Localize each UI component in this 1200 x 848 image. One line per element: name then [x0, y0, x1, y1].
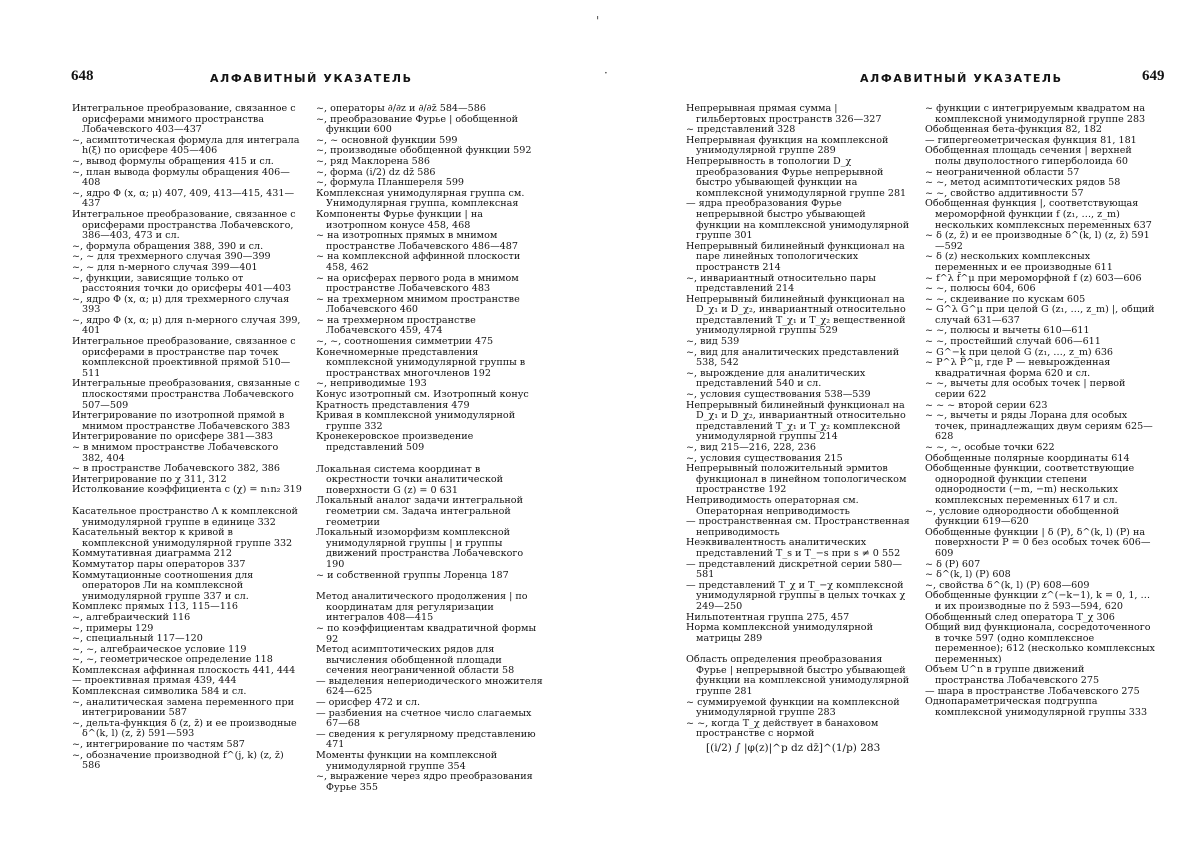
page-number: 648: [71, 68, 94, 84]
index-entry: ~, ~, геометрическое определение 118: [72, 654, 273, 666]
index-entry: — пространственная см. Пространственная неприводимость: [686, 516, 910, 538]
index-entry: ~ G^λ Ḡ^μ при целой G (z₁, …, z_m) |, общий случай 631—637: [925, 304, 1155, 326]
running-header: АЛФАВИТНЫЙ УКАЗАТЕЛЬ: [860, 72, 1063, 85]
index-entry: ~, аналитическая замена переменного при интегрировании 587: [72, 696, 295, 719]
index-entry: ~, свойства δ^(k, l) (P) 608—609: [925, 579, 1090, 591]
index-entry: Локальный аналог задачи интегральной геометрии см. Задача интегральной геометрии: [316, 495, 523, 528]
index-entry: ~, алгебраический 116: [72, 611, 191, 623]
index-entry: ~ δ (z) нескольких комплексных переменных и ее производные 611: [925, 251, 1113, 273]
index-entry: ~ неограниченной области 57: [925, 166, 1080, 178]
index-entry: — представлений T_χ и T_−χ комплексной унимодулярной группы в целых точках χ 249—250: [686, 579, 906, 612]
index-entry: ~, функции, зависящие только от расстояния точки до орисферы 401—403: [72, 272, 292, 295]
section-gap: [316, 454, 544, 465]
index-entry: ~ на трехмерном мнимом пространстве Лобачевского 460: [316, 293, 520, 316]
index-entry: Истолкование коэффициента c (χ) = n₁n₂ 319: [72, 484, 302, 496]
index-entry: ~ на орисферах первого рода в мнимом пространстве Лобачевского 483: [316, 272, 519, 295]
index-entry: Коммутатор пары операторов 337: [72, 558, 246, 570]
index-entry: — разбиения на счетное число слагаемых 67—68: [316, 707, 532, 730]
index-entry: ~, примеры 129: [72, 622, 154, 634]
index-entry: ~, интегрирование по частям 587: [72, 739, 245, 751]
index-entry: Неприводимость операторная см. Операторная неприводимость: [686, 494, 859, 517]
index-entry: Непрерывный билинейный функционал на D_χ₁ и D_χ₂, инвариантный относительно представлений T_χ₁ и T_χ₂ вещественной унимодулярной группы 529: [686, 293, 906, 337]
index-entry: Интегрирование по орисфере 381—383: [72, 431, 274, 443]
page-number: 649: [1142, 68, 1165, 84]
index-entry: Обобщенная функция |, соответствующая мероморфной функции f (z₁, …, z_m) нескольких комплексных переменных 637: [925, 198, 1152, 231]
index-entry: ~, вывод формулы обращения 415 и сл.: [72, 155, 274, 167]
index-entry: Непрерывная функция на комплексной унимодулярной группе 289: [686, 134, 889, 157]
index-entry: Метод асимптотических рядов для вычисления обобщенной площади сечения неограниченной области 58: [316, 644, 515, 677]
index-entry: Локальный изоморфизм комплексной унимодулярной группы | и группы движений пространства Лобачевского 190: [316, 527, 524, 570]
index-column-right: [316, 104, 544, 793]
index-entry: ~, вырождение для аналитических представлений 540 и сл.: [686, 367, 866, 390]
index-entry: — ядра преобразования Фурье непрерывной быстро убывающей функции на комплексной унимодулярной группе 301: [686, 198, 910, 242]
index-entry: ~, обозначение производной f^(j, k) (z, z̄) 586: [72, 749, 284, 772]
index-entry: ~, дельта-функция δ (z, z̄) и ее производные δ^(k, l) (z, z̄) 591—593: [72, 717, 297, 740]
index-entry: ~, формула Планшереля 599: [316, 177, 465, 189]
index-entry: ~, ряд Маклорена 586: [316, 155, 430, 167]
index-entry: Интегральное преобразование, связанное с орисферами мнимого пространства Лобачевского 403—437: [72, 103, 296, 136]
index-entry: ~ δ (P) 607: [925, 558, 981, 570]
index-entry: ~ δ (z, z̄) и ее производные δ^(k, l) (z, z̄) 591—592: [925, 230, 1150, 252]
index-entry: Непрерывная прямая сумма | гильбертовых пространств 326—327: [686, 103, 882, 125]
index-entry: Обобщенные функции z^(−k−1), k = 0, 1, … и их производные по z̄ 593—594, 620: [925, 590, 1151, 612]
index-entry: Кратность представления 479: [316, 399, 470, 411]
index-entry: ~ ~, полюсы 604, 606: [925, 283, 1036, 295]
page-gutter: [598, 0, 599, 848]
index-entry: ~, форма (i/2) dz dz̄ 586: [316, 166, 436, 178]
index-entry: Коммутационные соотношения для операторов Ли на комплексной унимодулярной группе 337 и сл.: [72, 569, 254, 602]
index-entry: Компоненты Фурье функции | на изотропном конусе 458, 468: [316, 208, 483, 231]
index-entry: ~ ~, ~, особые точки 622: [925, 442, 1055, 453]
index-entry: ~ ~, склеивание по кускам 605: [925, 293, 1086, 305]
index-entry: Интегральное преобразование, связанное с орисферами пространства Лобачевского, 386—403, 473 и сл.: [72, 208, 296, 242]
index-entry: Касательный вектор к кривой в комплексной унимодулярной группе 332: [72, 527, 293, 549]
index-entry: ~, ~, алгебраическое условие 119: [72, 643, 247, 655]
index-entry: ~, план вывода формулы обращения 406—408: [72, 166, 290, 189]
index-entry: — сведения к регулярному представлению 471: [316, 728, 536, 751]
index-entry: — шара в пространстве Лобачевского 275: [925, 685, 1140, 697]
index-entry: ~, формула обращения 388, 390 и сл.: [72, 240, 264, 252]
index-entry: Норма комплексной унимодулярной матрицы 289: [686, 622, 873, 644]
running-header: АЛФАВИТНЫЙ УКАЗАТЕЛЬ: [210, 72, 413, 85]
index-entry: ~, вид 539: [686, 336, 740, 348]
index-entry: — проективная прямая 439, 444: [72, 675, 237, 687]
index-entry: ~, ядро Φ (x, α; μ) 407, 409, 413—415, 431—437: [72, 187, 295, 210]
index-entry: Область определения преобразования Фурье | непрерывной быстро убывающей функции на комплексной унимодулярной группе 281: [686, 654, 910, 698]
scan-mark-top: ': [596, 14, 600, 28]
index-entry: ~ ~, полюсы и вычеты 610—611: [925, 325, 1090, 337]
index-entry: ~, операторы ∂/∂z и ∂/∂z̄ 584—586: [316, 103, 486, 114]
index-entry: ~ на изотропных прямых в мнимом пространстве Лобачевского 486—487: [316, 230, 518, 252]
index-entry: Непрерывный билинейный функционал на D_χ₁ и D_χ₂, инвариантный относительно представлений T_χ₁ и T_χ₂ комплексной унимодулярной группы 214: [686, 399, 906, 443]
index-entry: Однопараметрическая подгруппа комплексной унимодулярной группы 333: [925, 696, 1148, 718]
index-entry: Интегрирование по χ 311, 312: [72, 473, 227, 485]
index-entry: ~, выражение через ядро преобразования Фурье 355: [316, 771, 533, 793]
index-entry: ~, асимптотическая формула для интеграла h(ξ) по орисфере 405—406: [72, 134, 300, 157]
index-entry: ~, ядро Φ (x, α; μ) для трехмерного случая 393: [72, 293, 290, 316]
index-entry: ~ ~, метод асимптотических рядов 58: [925, 177, 1121, 189]
index-entry: ~ в пространстве Лобачевского 382, 386: [72, 463, 281, 475]
index-entry: ~ G^−k при целой G (z₁, …, z_m) 636: [925, 346, 1114, 358]
index-entry: Неэквивалентность аналитических представлений T_s и T_−s при s ≠ 0 552: [686, 537, 901, 559]
index-entry: Объем U^n в группе движений пространства Лобачевского 275: [925, 664, 1100, 687]
index-entry: ~ суммируемой функции на комплексной унимодулярной группе 283: [686, 696, 900, 719]
index-entry: Интегральное преобразование, связанное с орисферами в пространстве пар точек комплексной проективной прямой 510—511: [72, 336, 296, 379]
index-entry: Непрерывность в топологии D_χ преобразования Фурье непрерывной быстро убывающей функции на комплексной унимодулярной группе 281: [686, 155, 907, 199]
index-entry: ~, условия существования 538—539: [686, 389, 871, 401]
index-entry: — орисфер 472 и сл.: [316, 697, 421, 709]
index-entry: Обобщенные функции, соответствующие однородной функции степени однородности (−m, −m) нескольких комплексных переменных 617 и сл.: [925, 463, 1135, 506]
index-entry: Конечномерные представления комплексной унимодулярной группы в пространствах многочленов 192: [316, 346, 526, 379]
index-entry: ~ по коэффициентам квадратичной формы 92: [316, 622, 537, 645]
index-entry: ~ ~, простейший случай 606—611: [925, 336, 1101, 348]
index-entry: ~ ~, вычеты для особых точек | первой серии 622: [925, 378, 1126, 401]
index-column-left: [72, 104, 302, 772]
index-entry: ~ ~, вычеты и ряды Лорана для особых точек, принадлежащих двум сериям 625—628: [925, 410, 1153, 443]
index-entry: ~ в мнимом пространстве Лобачевского 382, 404: [72, 442, 279, 464]
index-entry: Непрерывный положительный эрмитов функционал в линейном топологическом пространстве 192: [686, 463, 907, 496]
index-entry: Коммутативная диаграмма 212: [72, 548, 233, 560]
index-entry: — выделения непериодического множителя 624—625: [316, 675, 543, 698]
index-entry: ~, ~ основной функции 599: [316, 134, 458, 146]
index-entry: Моменты функции на комплексной унимодулярной группе 354: [316, 750, 498, 772]
index-entry: Интегрирование по изотропной прямой в мнимом пространстве Лобачевского 383: [72, 410, 291, 432]
index-entry: ~ и собственной группы Лоренца 187: [316, 569, 509, 581]
index-entry: Обобщенные полярные координаты 614: [925, 452, 1130, 464]
index-entry: ~, неприводимые 193: [316, 378, 427, 390]
index-entry: ~, вид для аналитических представлений 538, 542: [686, 346, 900, 369]
index-entry: ~ ~, когда T_χ действует в банаховом пространстве с нормой: [686, 717, 879, 740]
index-entry: Обобщенная площадь сечения | верхней полы двуполостного гиперболоида 60: [925, 145, 1132, 167]
index-entry: ~, преобразование Фурье | обобщенной функции 600: [316, 113, 519, 136]
index-entry: Интегральные преобразования, связанные с плоскостями пространства Лобачевского 507—509: [72, 378, 300, 411]
index-entry: ~ представлений 328: [686, 124, 796, 136]
index-entry: ~, условие однородности обобщенной функции 619—620: [925, 505, 1120, 528]
index-entry: ~ P^λ P̄^μ, где P — невырожденная квадратичная форма 620 и сл.: [925, 357, 1111, 379]
index-entry: Касательное пространство Λ к комплексной унимодулярной группе в единице 332: [72, 505, 298, 528]
index-entry: — представлений дискретной серии 580—581: [686, 558, 902, 581]
index-entry: Кронекеровское произведение представлений 509: [316, 431, 474, 453]
index-entry: ~, ~ для трехмерного случая 390—399: [72, 251, 271, 263]
index-entry: ~, условия существования 215: [686, 452, 843, 464]
index-entry: ~ f^λ f̄^μ при мероморфной f (z) 603—606: [925, 272, 1142, 284]
index-entry: ~, ~ для n-мерного случая 399—401: [72, 261, 258, 273]
index-entry: Комплекс прямых 113, 115—116: [72, 601, 239, 613]
index-entry: Непрерывный билинейный функционал на паре линейных топологических пространств 214: [686, 240, 905, 273]
formula-page-ref: 283: [860, 742, 881, 755]
index-entry: ~, ядро Φ (x, α; μ) для n-мерного случая 399, 401: [72, 314, 301, 337]
index-entry: Кривая в комплексной унимодулярной группе 332: [316, 410, 516, 432]
index-entry: ~ на комплексной аффинной плоскости 458, 462: [316, 251, 521, 273]
index-entry: ~, специальный 117—120: [72, 633, 203, 645]
index-entry: Локальная система координат в окрестности точки аналитической поверхности G (z) = 0 631: [316, 463, 504, 496]
index-entry: Общий вид функционала, сосредоточенного в точке 597 (одно комплексное переменное); 612 (несколько комплексных переменных): [925, 622, 1155, 665]
index-entry: ~, ~, соотношения симметрии 475: [316, 336, 494, 348]
index-entry: Комплексная аффинная плоскость 441, 444: [72, 664, 296, 676]
index-entry: Комплексная унимодулярная группа см. Унимодулярная группа, комплексная: [316, 187, 525, 210]
index-entry: ~, инвариантный относительно пары представлений 214: [686, 272, 876, 295]
index-entry: Обобщенный след оператора T_χ 306: [925, 611, 1115, 623]
index-column-left: [686, 104, 910, 758]
scan-mark-middle: ·: [604, 66, 608, 80]
index-entry: ~ ~, свойство аддитивности 57: [925, 187, 1084, 199]
index-entry: Обобщенная бета-функция 82, 182: [925, 124, 1102, 136]
index-entry: Конус изотропный см. Изотропный конус: [316, 389, 529, 401]
index-entry: ~ функции с интегрируемым квадратом на комплексной унимодулярной группе 283: [925, 103, 1146, 125]
index-entry: Комплексная символика 584 и сл.: [72, 686, 247, 698]
right-page: [600, 0, 1200, 848]
index-entry: ~, производные обобщенной функции 592: [316, 145, 532, 157]
formula-text: [(i/2) ∫ |φ(z)|^p dz dz̄]^(1/p): [706, 742, 857, 755]
norm-formula: [686, 743, 910, 754]
index-column-right: [925, 104, 1155, 718]
index-entry: — гипергеометрическая функция 81, 181: [925, 134, 1137, 146]
index-entry: ~ на трехмерном пространстве Лобачевского 459, 474: [316, 314, 476, 337]
index-entry: ~ ~ ~ второй серии 623: [925, 399, 1048, 411]
index-entry: Нильпотентная группа 275, 457: [686, 611, 850, 623]
index-entry: ~, вид 215—216, 228, 236: [686, 442, 816, 453]
index-entry: ~ δ^(k, l) (P) 608: [925, 569, 1011, 581]
index-entry: Обобщенные функции | δ (P), δ^(k, l) (P) на поверхности P = 0 без особых точек 606—609: [925, 526, 1151, 559]
index-entry: Метод аналитического продолжения | по координатам для регуляризации интегралов 408—415: [316, 591, 528, 624]
